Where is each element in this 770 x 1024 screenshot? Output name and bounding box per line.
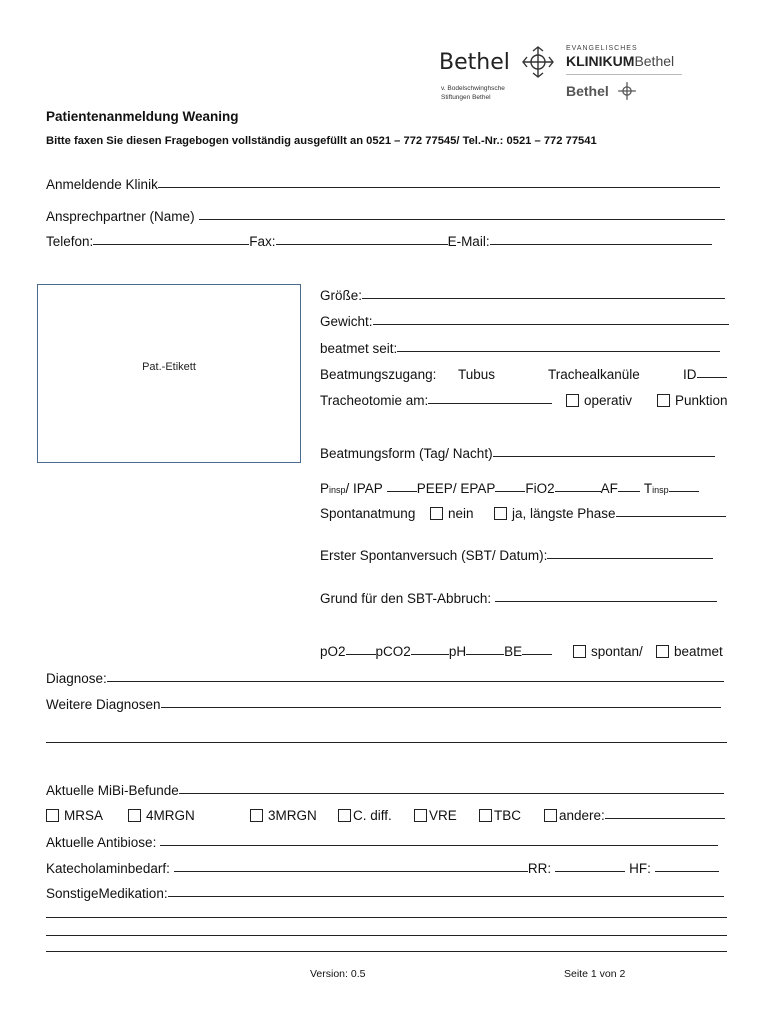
checkbox-ja-box[interactable] bbox=[494, 507, 507, 520]
field-katecholamin-label: Katecholaminbedarf: bbox=[46, 861, 170, 876]
checkbox-ja-label: ja, längste Phase bbox=[512, 506, 616, 521]
checkbox-andere-label: andere: bbox=[559, 808, 605, 823]
field-email-line[interactable] bbox=[490, 243, 712, 245]
field-hf-line[interactable] bbox=[655, 870, 719, 872]
bga-pco2-line[interactable] bbox=[411, 653, 449, 655]
field-katecholamin-line[interactable] bbox=[174, 870, 528, 872]
param-tinsp-line[interactable] bbox=[669, 490, 699, 492]
bga-pco2-label: pCO2 bbox=[375, 644, 411, 659]
field-id[interactable] bbox=[683, 367, 727, 382]
field-grund[interactable] bbox=[320, 591, 717, 606]
checkbox-beatmet-box[interactable] bbox=[656, 645, 669, 658]
field-ansprechpartner-label: Ansprechpartner (Name) bbox=[46, 209, 195, 224]
bga-po2-line[interactable] bbox=[346, 653, 376, 655]
field-ventilation-params bbox=[320, 481, 699, 496]
bethel-small-cross-icon bbox=[617, 81, 637, 101]
checkbox-vre-label: VRE bbox=[429, 808, 457, 823]
checkbox-punktion-label: Punktion bbox=[675, 393, 728, 408]
klinik-top-text: EVANGELISCHES bbox=[566, 45, 638, 52]
field-medikation-line-3[interactable] bbox=[46, 935, 727, 936]
field-beatmungszugang bbox=[320, 367, 436, 382]
field-mibi[interactable] bbox=[46, 783, 724, 798]
field-weitere-diagnosen[interactable] bbox=[46, 697, 721, 712]
param-fio2-line[interactable] bbox=[555, 490, 601, 492]
checkbox-operativ[interactable] bbox=[566, 393, 632, 408]
ja-phase-line[interactable] bbox=[616, 515, 726, 517]
checkbox-mrsa-label: MRSA bbox=[64, 808, 104, 823]
field-weitere-line-2[interactable] bbox=[46, 742, 727, 743]
footer-page-number: Seite 1 von 2 bbox=[564, 968, 626, 980]
param-tinsp-sub: insp bbox=[652, 485, 669, 495]
checkbox-4mrgn-box[interactable] bbox=[128, 809, 141, 822]
checkbox-vre[interactable] bbox=[414, 808, 457, 823]
param-p-label: P bbox=[320, 481, 330, 496]
checkbox-spontan[interactable] bbox=[573, 644, 643, 659]
klinik-bethel-text: Bethel bbox=[634, 53, 675, 69]
field-id-label: ID bbox=[683, 367, 697, 382]
field-tracheotomie-label: Tracheotomie am: bbox=[320, 393, 429, 408]
field-fax-line[interactable] bbox=[276, 243, 448, 245]
field-antibiose[interactable] bbox=[46, 835, 718, 850]
field-email-label: E-Mail: bbox=[447, 234, 490, 249]
field-tracheotomie[interactable] bbox=[320, 393, 552, 408]
field-medikation-line-4[interactable] bbox=[46, 951, 727, 952]
checkbox-beatmet-label: beatmet bbox=[674, 644, 723, 659]
pat-etikett-box bbox=[37, 284, 301, 463]
field-hf-label: HF: bbox=[629, 861, 651, 876]
field-sbt[interactable] bbox=[320, 548, 713, 563]
bethel-subtitle-1: v. Bodelschwinghsche bbox=[441, 85, 505, 92]
param-fio2-label: FiO2 bbox=[525, 481, 555, 496]
param-peep-label: PEEP/ EPAP bbox=[416, 481, 496, 496]
bga-be-label: BE bbox=[504, 644, 523, 659]
klinik-main-text: KLINIKUM bbox=[566, 53, 635, 69]
checkbox-3mrgn-label: 3MRGN bbox=[268, 808, 317, 823]
field-mibi-label: Aktuelle MiBi-Befunde bbox=[46, 783, 179, 798]
field-beatmungsform-label: Beatmungsform (Tag/ Nacht) bbox=[320, 446, 493, 461]
field-gewicht-label: Gewicht: bbox=[320, 314, 373, 329]
checkbox-tbc-label: TBC bbox=[494, 808, 521, 823]
field-klinik[interactable] bbox=[46, 177, 720, 192]
param-peep-line[interactable] bbox=[495, 490, 525, 492]
pat-etikett-label: Pat.-Etikett bbox=[142, 361, 196, 373]
field-fax-label: Fax: bbox=[249, 234, 276, 249]
field-beatmet-seit[interactable] bbox=[320, 341, 720, 356]
field-rr-label: RR: bbox=[527, 861, 552, 876]
field-medikation-line-2[interactable] bbox=[46, 917, 727, 918]
andere-line[interactable] bbox=[605, 817, 725, 819]
option-tubus[interactable]: Tubus bbox=[458, 367, 496, 382]
klinik-name bbox=[566, 53, 674, 71]
checkbox-3mrgn-box[interactable] bbox=[250, 809, 263, 822]
checkbox-cdiff-label: C. diff. bbox=[353, 808, 392, 823]
field-medikation-label: SonstigeMedikation: bbox=[46, 886, 168, 901]
checkbox-4mrgn-label: 4MRGN bbox=[146, 808, 195, 823]
field-diagnose[interactable] bbox=[46, 671, 724, 686]
checkbox-nein[interactable] bbox=[430, 506, 474, 521]
field-klinik-label: Anmeldende Klinik bbox=[46, 177, 158, 192]
checkbox-3mrgn[interactable] bbox=[250, 808, 317, 823]
param-ipap-label: / IPAP bbox=[345, 481, 383, 496]
option-trachealkanuele[interactable]: Trachealkanüle bbox=[548, 367, 640, 382]
bethel-subtitle-2: Stiftungen Bethel bbox=[441, 94, 491, 101]
klinik-divider bbox=[566, 74, 682, 75]
field-gewicht[interactable] bbox=[320, 314, 729, 329]
field-telefon-line[interactable] bbox=[93, 243, 249, 245]
field-sbt-label: Erster Spontanversuch (SBT/ Datum): bbox=[320, 548, 548, 563]
field-telefon-label: Telefon: bbox=[46, 234, 94, 249]
checkbox-mrsa[interactable] bbox=[46, 808, 103, 823]
bethel-wordmark: Bethel bbox=[439, 50, 510, 75]
bga-ph-line[interactable] bbox=[466, 653, 504, 655]
field-beatmungsform[interactable] bbox=[320, 446, 715, 461]
page-title: Patientenanmeldung Weaning bbox=[46, 109, 239, 124]
checkbox-punktion[interactable] bbox=[657, 393, 728, 408]
field-diagnose-label: Diagnose: bbox=[46, 671, 107, 686]
field-groesse-label: Größe: bbox=[320, 288, 363, 303]
param-af-line[interactable] bbox=[618, 490, 640, 492]
checkbox-andere[interactable] bbox=[544, 808, 725, 823]
checkbox-mrsa-box[interactable] bbox=[46, 809, 59, 822]
param-t-label: T bbox=[643, 481, 653, 496]
field-zugang-label: Beatmungszugang: bbox=[320, 367, 437, 382]
field-contact-row bbox=[46, 234, 712, 249]
field-ansprechpartner[interactable] bbox=[46, 209, 725, 224]
checkbox-beatmet[interactable] bbox=[656, 644, 723, 659]
field-bga-row bbox=[320, 644, 552, 659]
footer-version: Version: 0.5 bbox=[310, 968, 366, 980]
param-af-label: AF bbox=[600, 481, 618, 496]
bga-be-line[interactable] bbox=[522, 653, 552, 655]
checkbox-punktion-box[interactable] bbox=[657, 394, 670, 407]
field-weitere-label: Weitere Diagnosen bbox=[46, 697, 161, 712]
checkbox-cdiff[interactable] bbox=[338, 808, 392, 823]
bga-po2-label: pO2 bbox=[320, 644, 346, 659]
field-spontanatmung bbox=[320, 506, 415, 521]
checkbox-tbc[interactable] bbox=[479, 808, 521, 823]
checkbox-nein-label: nein bbox=[448, 506, 474, 521]
field-grund-label: Grund für den SBT-Abbruch: bbox=[320, 591, 492, 606]
checkbox-operativ-box[interactable] bbox=[566, 394, 579, 407]
checkbox-andere-box[interactable] bbox=[544, 809, 557, 822]
checkbox-4mrgn[interactable] bbox=[128, 808, 195, 823]
param-ipap-line[interactable] bbox=[387, 490, 417, 492]
field-antibiose-label: Aktuelle Antibiose: bbox=[46, 835, 157, 850]
checkbox-cdiff-box[interactable] bbox=[338, 809, 351, 822]
bga-ph-label: pH bbox=[448, 644, 467, 659]
spontanatmung-label: Spontanatmung bbox=[320, 506, 416, 521]
checkbox-vre-box[interactable] bbox=[414, 809, 427, 822]
param-insp-sub: insp bbox=[329, 485, 346, 495]
field-beatmet-seit-label: beatmet seit: bbox=[320, 341, 398, 356]
field-rr-line[interactable] bbox=[555, 870, 625, 872]
checkbox-operativ-label: operativ bbox=[584, 393, 633, 408]
bethel-cross-icon bbox=[521, 45, 555, 79]
field-medikation[interactable] bbox=[46, 886, 724, 901]
field-groesse[interactable] bbox=[320, 288, 725, 303]
bethel-small-wordmark: Bethel bbox=[566, 83, 609, 99]
checkbox-spontan-box[interactable] bbox=[573, 645, 586, 658]
checkbox-spontan-label: spontan/ bbox=[591, 644, 643, 659]
checkbox-ja[interactable] bbox=[494, 506, 726, 521]
checkbox-nein-box[interactable] bbox=[430, 507, 443, 520]
field-katecholamin-row bbox=[46, 861, 719, 876]
checkbox-tbc-box[interactable] bbox=[479, 809, 492, 822]
instruction-text: Bitte faxen Sie diesen Fragebogen vollständig ausgefüllt an 0521 – 772 77545/ Tel.-Nr.: 0521 – 772 77541 bbox=[46, 135, 597, 147]
